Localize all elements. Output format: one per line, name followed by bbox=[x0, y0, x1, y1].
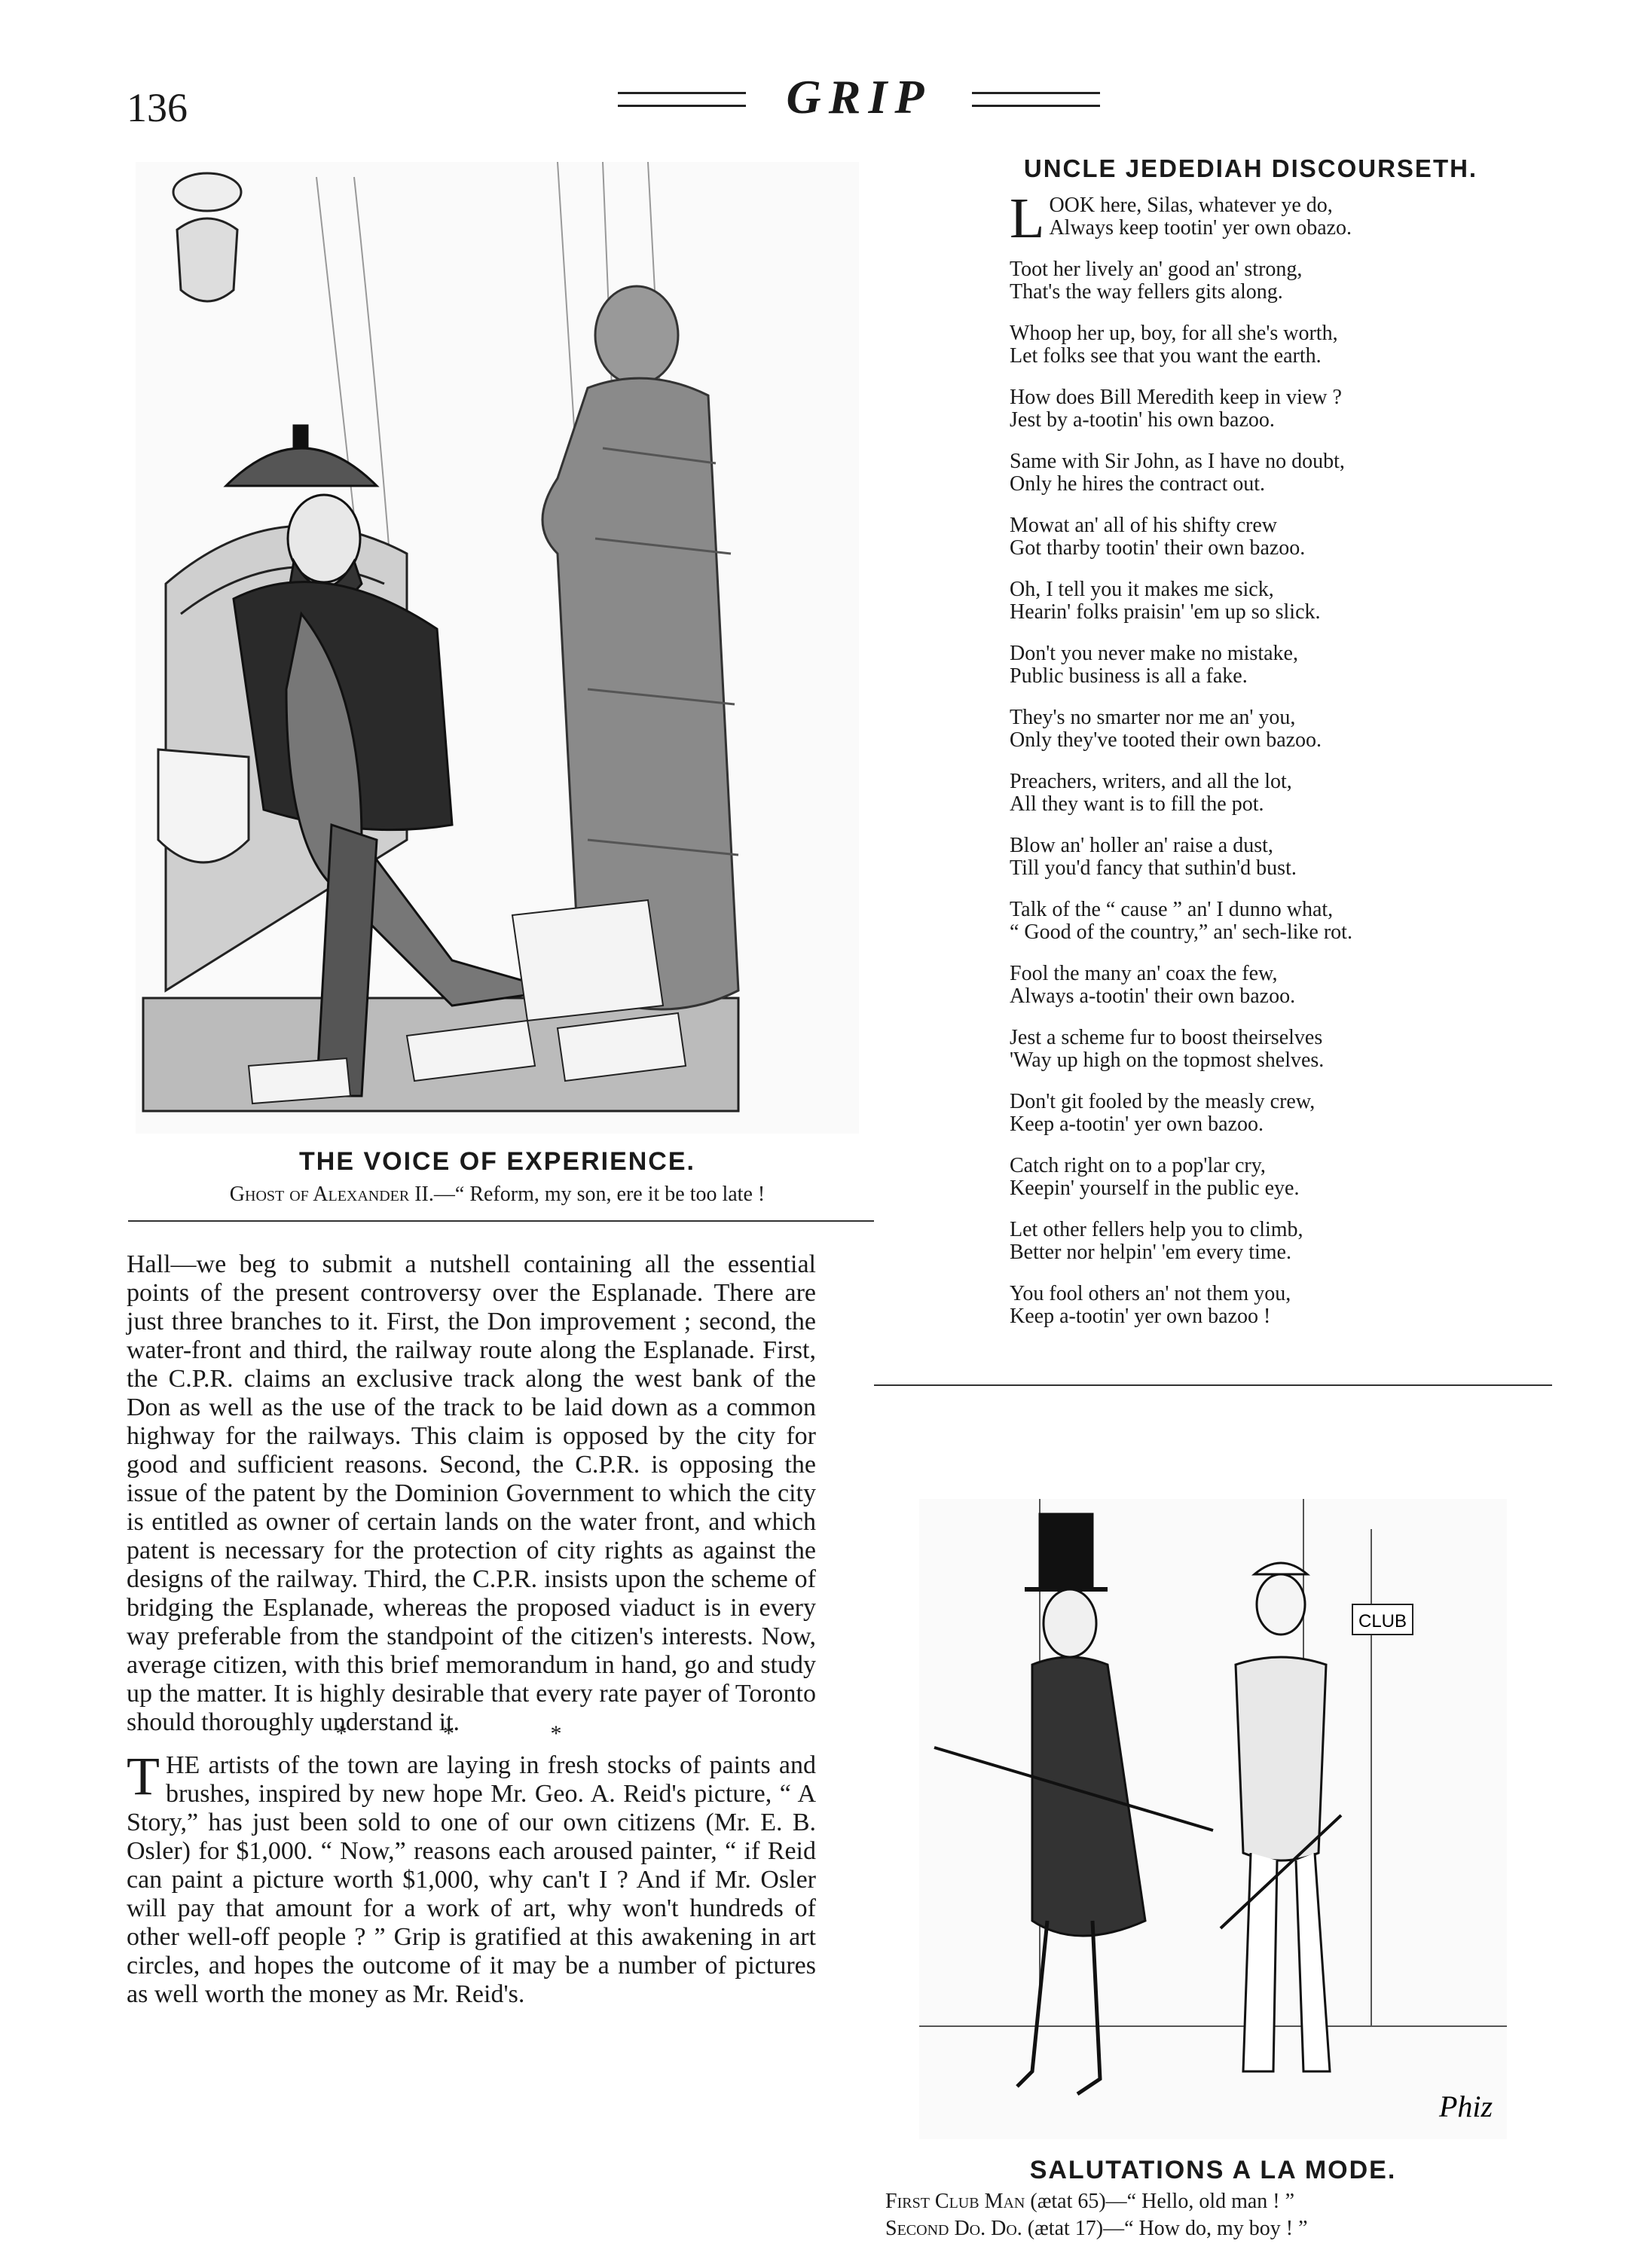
poem-line: Same with Sir John, as I have no doubt, bbox=[1010, 450, 1345, 473]
section-separator: * * * bbox=[335, 1721, 607, 1746]
poem-stanza bbox=[1010, 643, 1537, 688]
poem-line: Keepin' yourself in the public eye. bbox=[1010, 1177, 1300, 1200]
poem-body bbox=[1010, 187, 1537, 1347]
cartoon2-caption bbox=[885, 2188, 1563, 2242]
poem-line: “ Good of the country,” an' sech-like rot. bbox=[1010, 920, 1352, 944]
poem-stanza bbox=[1010, 386, 1537, 432]
cartoon2-line-1: (ætat 65)—“ Hello, old man ! ” bbox=[1030, 2190, 1295, 2213]
poem-line: Fool the many an' coax the few, bbox=[1010, 962, 1278, 985]
poem-line: Toot her lively an' good an' strong, bbox=[1010, 258, 1303, 281]
poem-stanza bbox=[1010, 322, 1537, 368]
poem-line: Talk of the “ cause ” an' I dunno what, bbox=[1010, 898, 1334, 921]
cartoon2-caption-line-2 bbox=[885, 2215, 1563, 2242]
poem-stanza bbox=[1010, 1219, 1537, 1264]
poem-stanza bbox=[1010, 771, 1537, 816]
cartoon2-speaker-1: First Club Man bbox=[885, 2190, 1025, 2213]
cartoon1-quote: —“ Reform, my son, ere it be too late ! bbox=[433, 1183, 765, 1206]
poem-line: Always a-tootin' their own bazoo. bbox=[1010, 984, 1296, 1008]
poem-line: Let folks see that you want the earth. bbox=[1010, 344, 1322, 368]
poem-line: Always keep tootin' yer own obazo. bbox=[1049, 216, 1352, 240]
poem-rule bbox=[874, 1384, 1552, 1386]
poem-stanza bbox=[1010, 1155, 1537, 1200]
poem-line: That's the way fellers gits along. bbox=[1010, 280, 1283, 304]
poem-line: All they want is to fill the pot. bbox=[1010, 792, 1264, 816]
poem-line: Keep a-tootin' yer own bazoo. bbox=[1010, 1113, 1264, 1136]
article-paragraph-2 bbox=[127, 1746, 816, 2009]
poem-title: UNCLE JEDEDIAH DISCOURSETH. bbox=[1023, 154, 1478, 182]
cartoon-salutations bbox=[919, 1499, 1507, 2139]
cartoon2-speaker-2: Second Do. Do. bbox=[885, 2217, 1022, 2240]
poem-line: They's no smarter nor me an' you, bbox=[1010, 706, 1296, 729]
cartoon1-speaker: Ghost of Alexander II. bbox=[229, 1183, 434, 1206]
cartoon2-title: SALUTATIONS A LA MODE. bbox=[1029, 2156, 1397, 2184]
article-paragraph-1: Hall—we beg to submit a nutshell containing all the essential points of the present controversy over the Esplanade. There are just three branches to it. First, the Don improvement ; second, the water-front and third, the railway route along the Esplanade. First, the C.P.R. claims an exclusive track along the west bank of the Don as well as the use of the track to be laid down as a common highway for the railways. This claim is opposed by the city for good and sufficient reasons. Second, the C.P.R. is opposing the issue of the patent by the Dominion Government to which the city is entitled as owner of certain lands on the water front, and which patent is necessary for the protection of city rights as against the designs of the railway. Third, the C.P.R. insists upon the scheme of bridging the Esplanade, whereas the proposed viaduct is in every way preferable from the standpoint of the citizen's interests. Now, average citizen, with this brief memorandum in hand, go and study up the matter. It is highly desirable that every rate payer of Toronto should thoroughly understand it. bbox=[127, 1250, 816, 1736]
page-number: 136 bbox=[127, 85, 188, 130]
young-man-figure bbox=[1221, 1563, 1341, 2071]
poem-stanza bbox=[1010, 258, 1537, 304]
poem-line: Blow an' holler an' raise a dust, bbox=[1010, 834, 1273, 857]
artist-signature: Phiz bbox=[1439, 2089, 1493, 2123]
cartoon1-caption bbox=[136, 1183, 859, 1207]
poem-line: Hearin' folks praisin' 'em up so slick. bbox=[1010, 600, 1321, 624]
poem-stanza bbox=[1010, 899, 1537, 944]
poem-dropcap: L bbox=[1010, 187, 1045, 250]
article-paragraph-2-text: HE artists of the town are laying in fresh stocks of paints and brushes, inspired by new hope Mr. Geo. A. Reid's picture, “ A Story,” has just been sold to one of our own citizens (Mr. E. B. Osler) for $1,000. “ Now,” reasons each aroused painter, “ if Reid can paint a picture worth $1,000, why can't I ? And if Mr. Osler will pay that amount for a work of art, why won't hundreds of other well-off people ? ” Grip is gratified at this awakening in art circles, and hopes the outcome of it may be a number of pictures as well worth the money as Mr. Reid's. bbox=[127, 1751, 816, 2008]
poem-line: OOK here, Silas, whatever ye do, bbox=[1049, 194, 1333, 217]
cartoon2-caption-line-1 bbox=[885, 2188, 1563, 2215]
poem-line: Preachers, writers, and all the lot, bbox=[1010, 770, 1292, 793]
poem-line: Catch right on to a pop'lar cry, bbox=[1010, 1154, 1266, 1177]
poem-stanza bbox=[1010, 578, 1537, 624]
poem-line: Only he hires the contract out. bbox=[1010, 472, 1266, 496]
magazine-title: GRIP bbox=[786, 70, 932, 124]
poem-stanza bbox=[1010, 514, 1537, 560]
poem-line: Jest a scheme fur to boost theirselves bbox=[1010, 1026, 1323, 1049]
poem-line: Don't git fooled by the measly crew, bbox=[1010, 1090, 1316, 1113]
poem-stanza bbox=[1010, 450, 1537, 496]
poem-stanza bbox=[1010, 1091, 1537, 1136]
poem-line: 'Way up high on the topmost shelves. bbox=[1010, 1049, 1325, 1072]
poem-line: Don't you never make no mistake, bbox=[1010, 642, 1298, 665]
poem-stanza bbox=[1010, 963, 1537, 1008]
cartoon-voice-of-experience bbox=[136, 162, 859, 1134]
poem-stanza bbox=[1010, 1027, 1537, 1072]
cartoon2-line-2: (ætat 17)—“ How do, my boy ! ” bbox=[1027, 2217, 1308, 2240]
poem-line: Public business is all a fake. bbox=[1010, 664, 1248, 688]
throne-crown-icon bbox=[226, 426, 377, 486]
club-sign: CLUB bbox=[1358, 1611, 1407, 1632]
poem-line: Mowat an' all of his shifty crew bbox=[1010, 514, 1277, 537]
poem-line: Whoop her up, boy, for all she's worth, bbox=[1010, 322, 1338, 345]
poem-line: Oh, I tell you it makes me sick, bbox=[1010, 578, 1274, 601]
article-dropcap: T bbox=[127, 1746, 160, 1806]
poem-stanza bbox=[1010, 1283, 1537, 1328]
column-divider bbox=[128, 1220, 874, 1222]
masthead-rule-right bbox=[972, 92, 1100, 107]
poem-line: Till you'd fancy that suthin'd bust. bbox=[1010, 856, 1297, 880]
cartoon1-title: THE VOICE OF EXPERIENCE. bbox=[299, 1147, 695, 1176]
poem-line: How does Bill Meredith keep in view ? bbox=[1010, 386, 1342, 409]
poem-line: Only they've tooted their own bazoo. bbox=[1010, 728, 1322, 752]
poem-stanza bbox=[1010, 187, 1537, 250]
poem-stanza bbox=[1010, 835, 1537, 880]
poem-line: Jest by a-tootin' his own bazoo. bbox=[1010, 408, 1275, 432]
article-body bbox=[127, 1250, 816, 1737]
poem-line: Better nor helpin' 'em every time. bbox=[1010, 1241, 1291, 1264]
masthead bbox=[588, 70, 1130, 128]
poem-line: Keep a-tootin' yer own bazoo ! bbox=[1010, 1305, 1271, 1328]
poem-line: Got tharby tootin' their own bazoo. bbox=[1010, 536, 1306, 560]
poem-line: Let other fellers help you to climb, bbox=[1010, 1218, 1303, 1241]
old-man-figure bbox=[934, 1514, 1213, 2094]
poem-stanza bbox=[1010, 707, 1537, 752]
eagle-shield-icon bbox=[158, 749, 249, 862]
cartoon-illustration-2 bbox=[919, 1499, 1507, 2139]
cartoon-illustration bbox=[136, 162, 859, 1134]
crown-emblem-icon bbox=[173, 173, 241, 301]
poem-line: You fool others an' not them you, bbox=[1010, 1282, 1291, 1305]
